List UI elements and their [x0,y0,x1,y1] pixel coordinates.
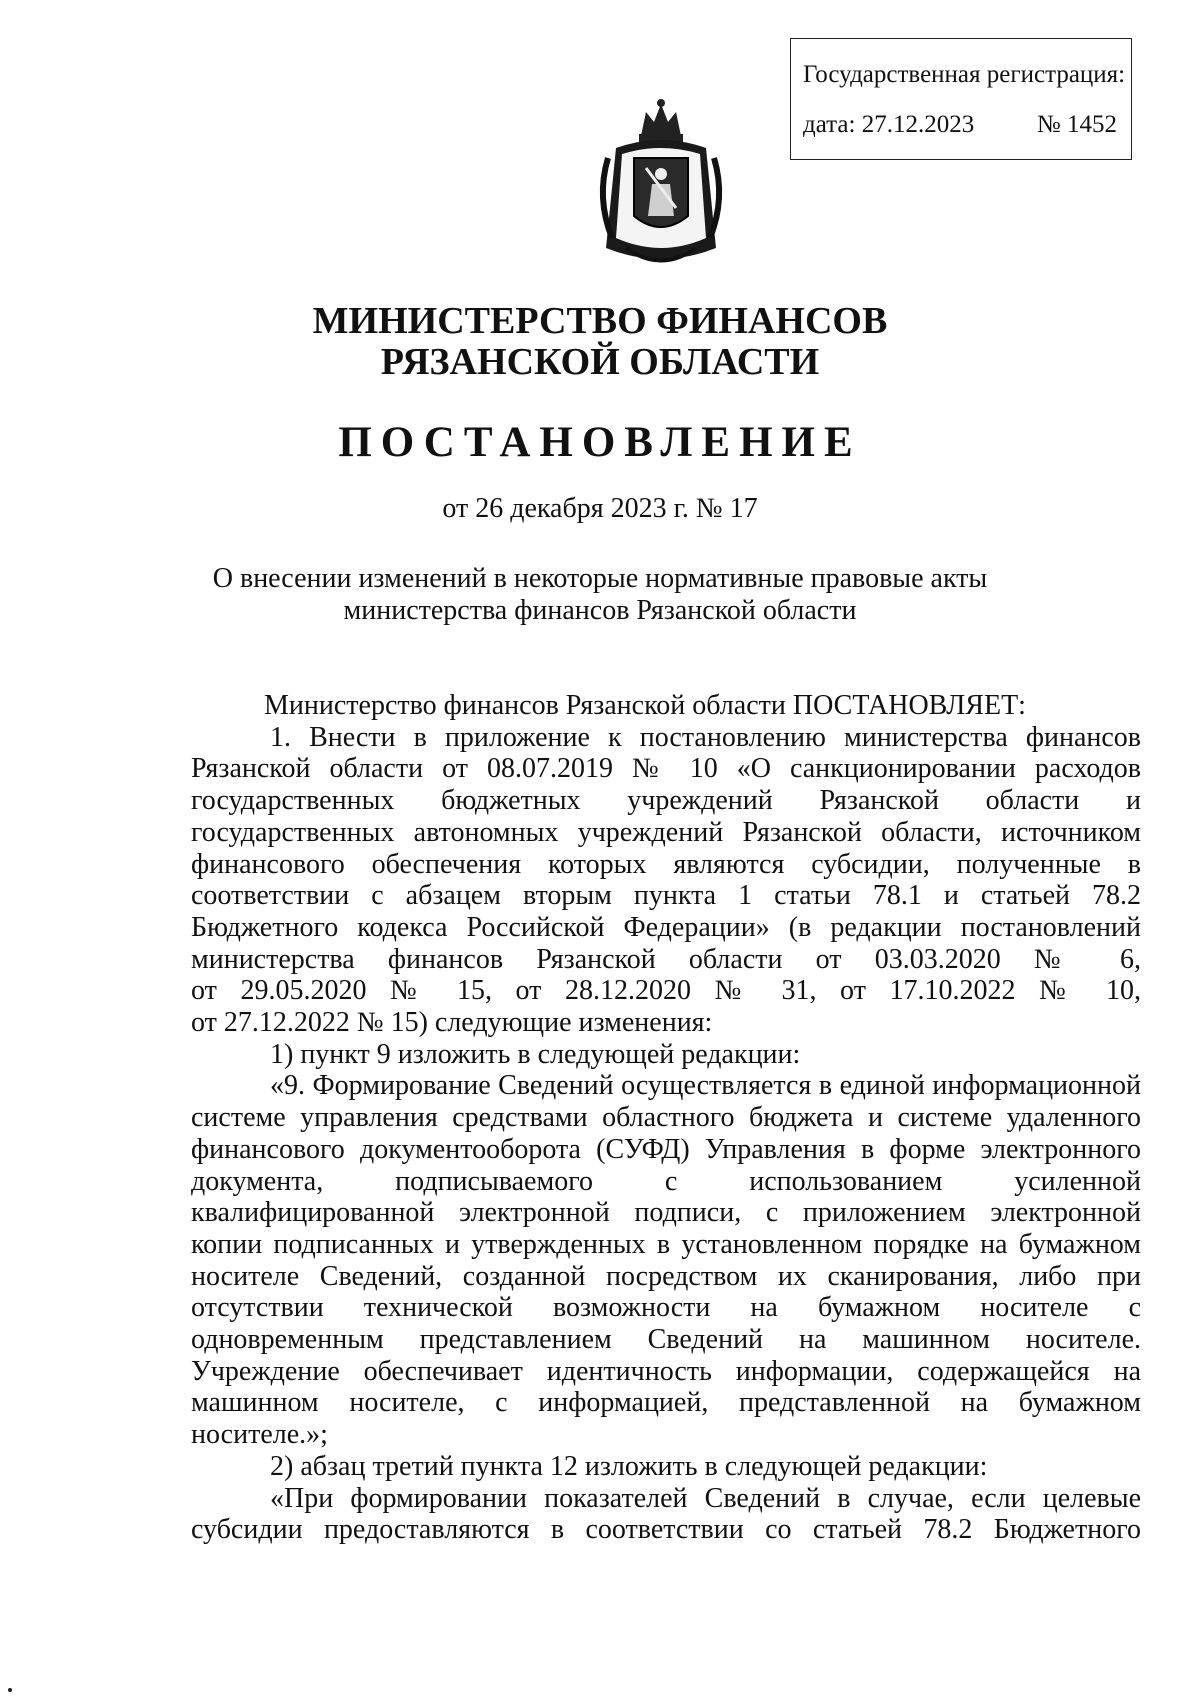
quote9-line: Учреждение обеспечивает идентичность информации, содержащейся на [191,1355,1141,1387]
document-type-title: ПОСТАНОВЛЕНИЕ [338,419,862,466]
item1-line: от 29.05.2020 № 15, от 28.12.2020 № 31, от 17.10.2022 № 10, [191,975,1141,1007]
quote12-line: «При формировании показателей Сведений в случае, если целевые [270,1482,1141,1514]
item1-line: министерства финансов Рязанской области от 03.03.2020 № 6, [191,943,1141,975]
quote9-line: документа, подписываемого с использованием усиленной [191,1165,1141,1197]
item1-line: соответствии с абзацем вторым пункта 1 статьи 78.1 и статьей 78.2 [191,880,1141,912]
subject-line: О внесении изменений в некоторые нормативные правовые акты [212,563,988,594]
item1-line: государственных автономных учреждений Рязанской области, источником [191,816,1141,848]
ryazan-coat-of-arms-icon [586,98,736,273]
decree-body [191,690,1141,1546]
item1-line: Рязанской области от 08.07.2019 № 10 «О санкционировании расходов [191,753,1141,785]
item1-line: финансового обеспечения которых являются субсидии, полученные в [191,848,1141,880]
quote9-line: носителе.»; [191,1419,328,1451]
quote9-line: машинном носителе, с информацией, представленной на бумажном [191,1387,1141,1419]
subitem-2: 2) абзац третий пункта 12 изложить в следующей редакции: [270,1450,988,1482]
preamble: Министерство финансов Рязанской области ПОСТАНОВЛЯЕТ: [264,690,1026,721]
quote9-line: «9. Формирование Сведений осуществляется в единой информационной [270,1070,1141,1102]
quote9-line: отсутствии технической возможности на бумажном носителе с [191,1292,1141,1324]
quote9-line: носителе Сведений, созданной посредством их сканирования, либо при [191,1260,1141,1292]
decree-subject [0,563,1200,627]
quote12-line: субсидии предоставляются в соответствии со статьей 78.2 Бюджетного [191,1514,1141,1546]
registration-number: № 1452 [1036,111,1117,138]
quote9-line: одновременным представлением Сведений на машинном носителе. [191,1324,1141,1356]
ministry-name-line2: РЯЗАНСКОЙ ОБЛАСТИ [380,341,820,383]
quote9-line: квалифицированной электронной подписи, с приложением электронной [191,1197,1141,1229]
item1-line: 1. Внести в приложение к постановлению министерства финансов [270,721,1141,753]
item1-line: Бюджетного кодекса Российской Федерации» (в редакции постановлений [191,911,1141,943]
quote9-line: копии подписанных и утвержденных в установленном порядке на бумажном [191,1228,1141,1260]
quote9-line: финансового документооборота (СУФД) Управления в форме электронного [191,1133,1141,1165]
decree-date-number: от 26 декабря 2023 г. № 17 [442,493,758,524]
registration-title: Государственная регистрация: [803,61,1126,88]
ministry-name-line1: МИНИСТЕРСТВО ФИНАНСОВ [312,300,888,342]
registration-date: дата: 27.12.2023 [803,111,975,138]
subitem-1: 1) пункт 9 изложить в следующей редакции: [270,1038,801,1070]
item1-line: от 27.12.2022 № 15) следующие изменения: [191,1007,713,1039]
registration-box [790,38,1132,160]
scan-speck [8,1688,12,1692]
subject-line: министерства финансов Рязанской области [343,595,857,626]
item1-line: государственных бюджетных учреждений Рязанской области и [191,785,1141,817]
quote9-line: системе управления средствами областного бюджета и системе удаленного [191,1102,1141,1134]
